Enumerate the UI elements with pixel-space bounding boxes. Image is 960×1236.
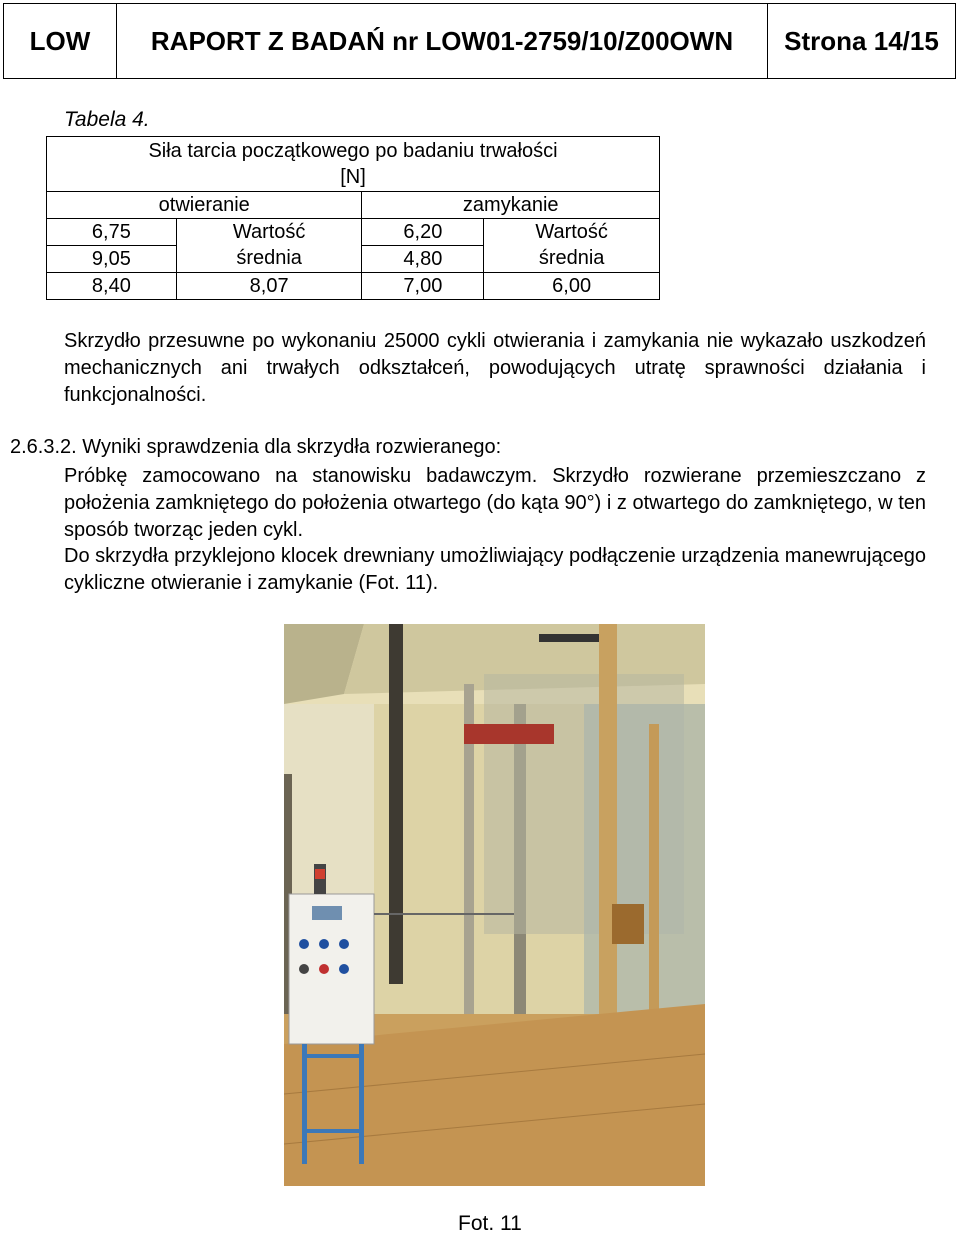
header-page-number: Strona 14/15 — [784, 25, 939, 56]
report-header — [3, 3, 956, 79]
table-title-cell — [47, 137, 660, 192]
close-value-2: 4,80 — [362, 246, 484, 273]
paragraph-test-setup: Próbkę zamocowano na stanowisku badawczym. Skrzydło rozwierane przemieszczano z położenia zamkniętego do położenia otwartego (do kąta 90°) i z otwartego do zamkniętego, w ten sposób tworząc jeden cykl. — [64, 465, 926, 541]
close-average: 6,00 — [484, 273, 660, 300]
paragraph-wood-block: Do skrzydła przyklejono klocek drewniany umożliwiający podłączenie urządzenia manewrującego cykliczne otwieranie i zamykanie (Fot. 11). — [64, 545, 926, 594]
table-caption: Tabela 4. — [64, 108, 150, 131]
open-value-3: 8,40 — [47, 273, 177, 300]
paragraph-durability-result: Skrzydło przesuwne po wykonaniu 25000 cykli otwierania i zamykania nie wykazało uszkodzeń mechanicznych ani trwałych odkształceń, powodujących utratę sprawności działania i funkcjonalności. — [64, 330, 926, 406]
close-value-1: 6,20 — [362, 219, 484, 246]
open-value-2: 9,05 — [47, 246, 177, 273]
open-average: 8,07 — [176, 273, 362, 300]
close-avg-label-2: średnia — [484, 246, 660, 273]
test-stand-photo — [284, 624, 705, 1186]
photo-caption: Fot. 11 — [458, 1212, 522, 1235]
header-org: LOW — [4, 4, 117, 78]
table-unit: [N] — [340, 166, 366, 188]
header-closing: zamykanie — [362, 192, 660, 219]
table-title: Siła tarcia początkowego po badaniu trwałości — [148, 140, 558, 162]
header-opening: otwieranie — [47, 192, 362, 219]
close-avg-label-1: Wartość — [484, 219, 660, 246]
header-title: RAPORT Z BADAŃ nr LOW01-2759/10/Z00OWN — [117, 4, 768, 78]
open-value-1: 6,75 — [47, 219, 177, 246]
close-value-3: 7,00 — [362, 273, 484, 300]
open-avg-label-2: średnia — [176, 246, 362, 273]
section-heading: 2.6.3.2. Wyniki sprawdzenia dla skrzydła rozwieranego: — [10, 436, 502, 458]
open-avg-label-1: Wartość — [176, 219, 362, 246]
friction-table — [46, 136, 660, 300]
